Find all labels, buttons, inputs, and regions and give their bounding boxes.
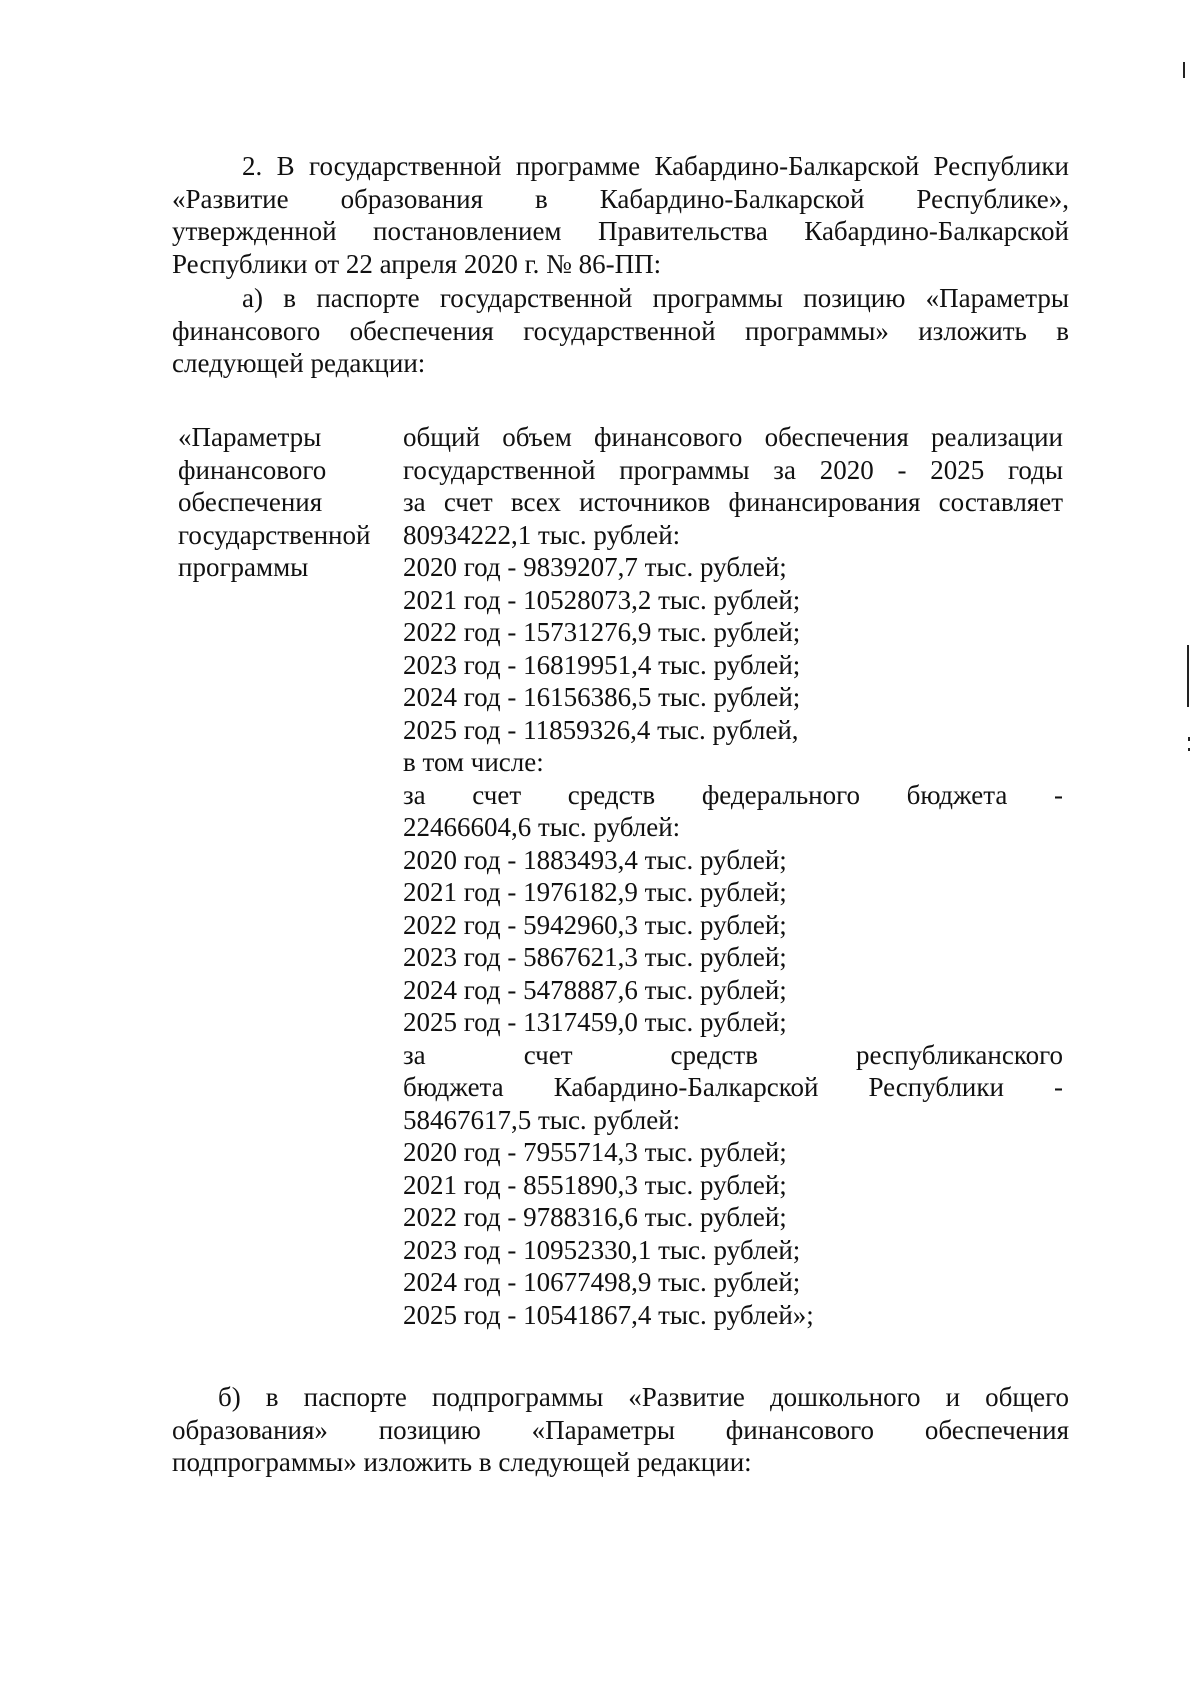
paragraph-line: 2. В государственной программе Кабардино-Балкарской Республики: [242, 151, 1069, 181]
paragraph-line: подпрограммы» изложить в следующей редакции:: [172, 1447, 752, 1477]
paragraph-line: «Развитие образования в Кабардино-Балкарской Республике»,: [172, 183, 1069, 214]
intro-line: государственной программы за 2020 - 2025 годы: [403, 454, 1063, 485]
paragraph-line: Республики от 22 апреля 2020 г. № 86-ПП:: [172, 248, 662, 279]
federal-line: 22466604,6 тыс. рублей:: [403, 812, 681, 842]
label-line: обеспечения: [178, 487, 323, 517]
republic-year-line: 2021 год - 8551890,3 тыс. рублей;: [403, 1169, 787, 1200]
scan-margin-mark: [1188, 748, 1190, 751]
federal-year-line: 2021 год - 1976182,9 тыс. рублей;: [403, 877, 787, 907]
federal-year-line: 2022 год - 5942960,3 тыс. рублей;: [403, 909, 787, 940]
label-line: «Параметры: [178, 422, 322, 452]
scan-margin-mark: [1187, 645, 1189, 707]
paragraph-line: образования» позицию «Параметры финансового обеспечения: [172, 1414, 1069, 1445]
intro-line: общий объем финансового обеспечения реализации: [403, 422, 1063, 452]
republic-year-line: 2023 год - 10952330,1 тыс. рублей;: [403, 1234, 801, 1265]
republic-year-line: 2025 год - 10541867,4 тыс. рублей»;: [403, 1299, 814, 1330]
republic-year-line: 2024 год - 10677498,9 тыс. рублей;: [403, 1267, 801, 1297]
republic-line: за счет средств республиканского: [403, 1039, 1063, 1070]
federal-year-line: 2020 год - 1883493,4 тыс. рублей;: [403, 844, 787, 875]
paragraph-line: следующей редакции:: [172, 348, 426, 378]
passport-value-cell: [403, 421, 1063, 1331]
federal-year-line: 2025 год - 1317459,0 тыс. рублей;: [403, 1007, 787, 1037]
label-line: программы: [178, 552, 309, 582]
republic-line: бюджета Кабардино-Балкарской Республики -: [403, 1072, 1063, 1102]
paragraph-line: а) в паспорте государственной программы позицию «Параметры: [242, 283, 1069, 313]
scan-margin-mark: [1188, 737, 1190, 741]
total-year-line: 2025 год - 11859326,4 тыс. рублей,: [403, 714, 799, 745]
total-year-line: 2024 год - 16156386,5 тыс. рублей;: [403, 682, 801, 712]
paragraph-line: финансового обеспечения государственной программы» изложить в: [172, 315, 1069, 346]
label-line: финансового: [178, 454, 327, 485]
total-year-line: 2023 год - 16819951,4 тыс. рублей;: [403, 649, 801, 680]
paragraph-2: [172, 150, 1069, 280]
scan-margin-mark: [1183, 62, 1185, 78]
total-year-line: 2021 год - 10528073,2 тыс. рублей;: [403, 584, 801, 615]
federal-year-line: 2023 год - 5867621,3 тыс. рублей;: [403, 942, 787, 972]
intro-line: за счет всех источников финансирования составляет: [403, 487, 1063, 517]
including-line: в том числе:: [403, 747, 544, 777]
intro-line: 80934222,1 тыс. рублей:: [403, 519, 681, 550]
federal-line: за счет средств федерального бюджета -: [403, 779, 1063, 810]
republic-year-line: 2022 год - 9788316,6 тыс. рублей;: [403, 1202, 787, 1232]
paragraph-line: б) в паспорте подпрограммы «Развитие дошкольного и общего: [218, 1382, 1069, 1412]
label-line: государственной: [178, 519, 371, 550]
federal-year-line: 2024 год - 5478887,6 тыс. рублей;: [403, 974, 787, 1005]
republic-year-line: 2020 год - 7955714,3 тыс. рублей;: [403, 1137, 787, 1167]
republic-line: 58467617,5 тыс. рублей:: [403, 1104, 681, 1135]
passport-label-cell: [178, 421, 398, 584]
paragraph-line: утвержденной постановлением Правительства Кабардино-Балкарской: [172, 216, 1069, 246]
total-year-line: 2020 год - 9839207,7 тыс. рублей;: [403, 552, 787, 582]
paragraph-a: [172, 282, 1069, 380]
passport-table: [172, 421, 1069, 1351]
paragraph-b: [172, 1381, 1069, 1479]
total-year-line: 2022 год - 15731276,9 тыс. рублей;: [403, 617, 801, 647]
